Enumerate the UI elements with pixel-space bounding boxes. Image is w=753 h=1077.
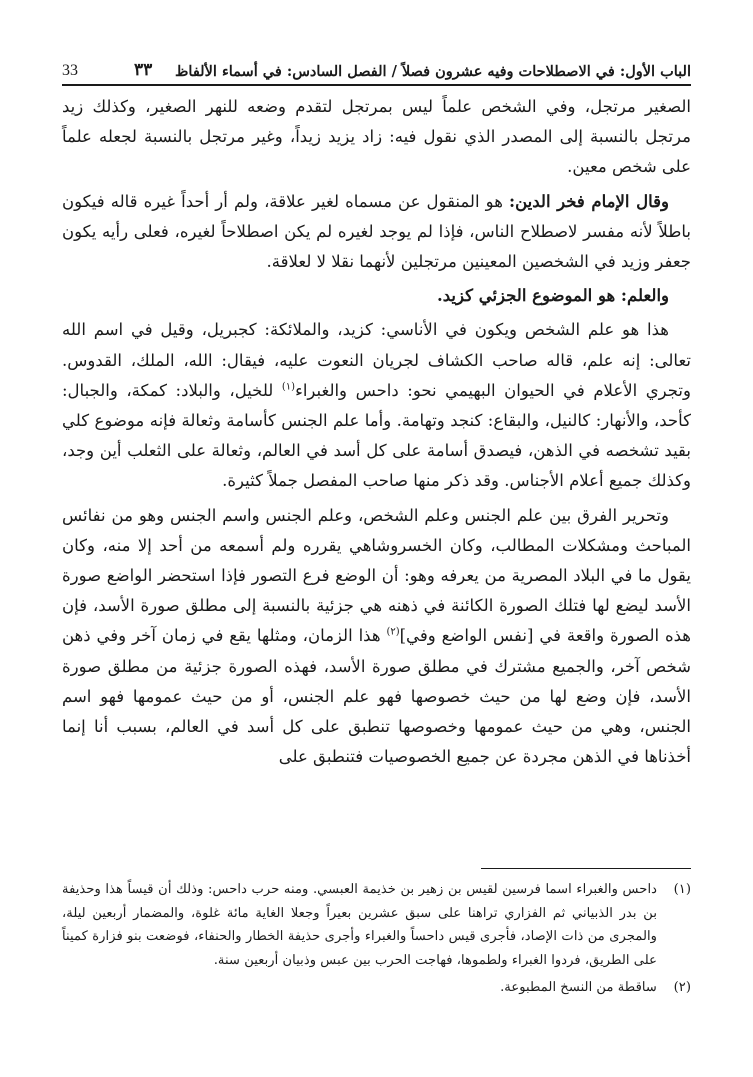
footnote-reference: (١) [281, 381, 296, 393]
main-text [62, 92, 691, 776]
footnote-text: ساقطة من النسخ المطبوعة. [500, 980, 657, 995]
paragraph-text: للخيل، والبلاد: كمكة، والجبال: كأحد، والأنهار: كالنيل، والبقاع: كنجد وتهامة. وأما علم الجنس كأسامة وثعالة فإنه موضوع كلي بقيد تشخصه في الذهن، فيصدق أسامة على كل أسد في العالم، وثعالة على الثعلب أين وجد، وكذلك جميع أعلام الأجناس. وقد ذكر منها صاحب المفصل جملاً كثيرة. [62, 380, 691, 491]
bold-text: وقال الإمام فخر الدين: [509, 191, 670, 211]
paragraph [62, 92, 691, 183]
footnote-text: داحس والغبراء اسما فرسين لقيس بن زهير بن خذيمة العبسي. ومنه حرب داحس: وذلك أن قيساً هذا وحذيفة بن بدر الذبياني ثم الفزاري تراهنا على سبق عشرين بعيراً وجعلا الغاية مائة غلوة، والمضمار أربعين ليلة، والمجرى من ذات الإصاد، فأجرى قيس داحساً والغبراء وأجرى حذيفة الخطار والحنفاء، فوضعت بنو فزارة كميناً على الطريق، فردوا الغبراء ولطموها، فهاجت الحرب بين عبس وذبيان أربعين سنة. [62, 882, 657, 968]
footnote [62, 878, 691, 972]
paragraph [62, 501, 691, 773]
paragraph [62, 187, 691, 278]
footnote-reference: (٢) [386, 626, 400, 638]
paragraph-text: هذا الزمان، ومثلها يقع في زمان آخر وفي ذهن شخص آخر، والجميع مشترك في مطلق صورة الأسد، فهذه الصورة جزئية من مطلق صورة الأسد، فإن وضع لها من حيث خصوصها فهو علم الجنس، أو من حيث عمومها فهو اسم الجنس، وهي من حيث عمومها وخصوصها تنطبق على كل أسد في العالم، بسبب أنا إنما أخذناها في الذهن مجردة عن جميع الخصوصيات فتنطبق على [62, 626, 691, 767]
footnote-divider [481, 868, 691, 869]
running-header [62, 44, 691, 86]
running-header-title: الباب الأول: في الاصطلاحات وفيه عشرون فصلاً / الفصل السادس: في أسماء الألفاظ [175, 63, 691, 80]
paragraph-text: الصغير مرتجل، وفي الشخص علماً ليس بمرتجل لتقدم وضعه للنهر الصغير، وكذلك زيد مرتجل بالنسبة إلى المصدر الذي نقول فيه: زاد يزيد زيداً، وغير مرتجل بالنسبة لجعله علماً على شخص معين. [62, 97, 691, 177]
bold-text: والعلم: هو الموضوع الجزئي كزيد. [437, 286, 669, 306]
footnotes [62, 878, 691, 1004]
paragraph-text: هو المنقول عن مسماه لغير علاقة، ولم أر أحداً غيره قاله فيكون باطلاً لأنه مفسر لاصطلاح الناس، فإذا لم يوجد لغيره لم يكن اصطلاحاً لغيره، فعلى رأيه يكون جعفر وزيد في الشخصين المعينين مرتجلين لأنهما نقلا لا لعلاقة. [62, 191, 691, 272]
page-number-arabic: ٣٣ [134, 60, 153, 80]
footnote-number: (١) [673, 882, 691, 897]
paragraph-text: هذا هو علم الشخص ويكون في الأناسي: كزيد، والملائكة: كجبريل، وقيل في اسم الله تعالى: إنه علم، قاله صاحب الكشاف لجريان النعوت عليه، فيقال: الله، الملك، القدوس. وتجري الأعلام في الحيوان البهيمي نحو: داحس والغبراء [62, 320, 691, 400]
footnote [62, 976, 691, 1000]
footnote-number: (٢) [673, 980, 691, 995]
page-number: 33 [62, 62, 78, 79]
paragraph [62, 281, 691, 311]
paragraph [62, 315, 691, 496]
paragraph-text: وتحرير الفرق بين علم الجنس وعلم الشخص، وعلم الجنس واسم الجنس وهو من نفائس المباحث ومشكلات المطالب، وكان الخسروشاهي يقرره ولم أسمعه من أحد إلا منه، وكان يقول ما في البلاد المصرية من يعرفه وهو: أن الوضع فرع التصور فإذا استحضر الواضع صورة الأسد ليضع لها فتلك الصورة الكائنة في ذهنه هي جزئية بالنسبة إلى مطلق صورة الأسد، فإن هذه الصورة واقعة في [نفس الواضع وفي] [62, 505, 691, 646]
